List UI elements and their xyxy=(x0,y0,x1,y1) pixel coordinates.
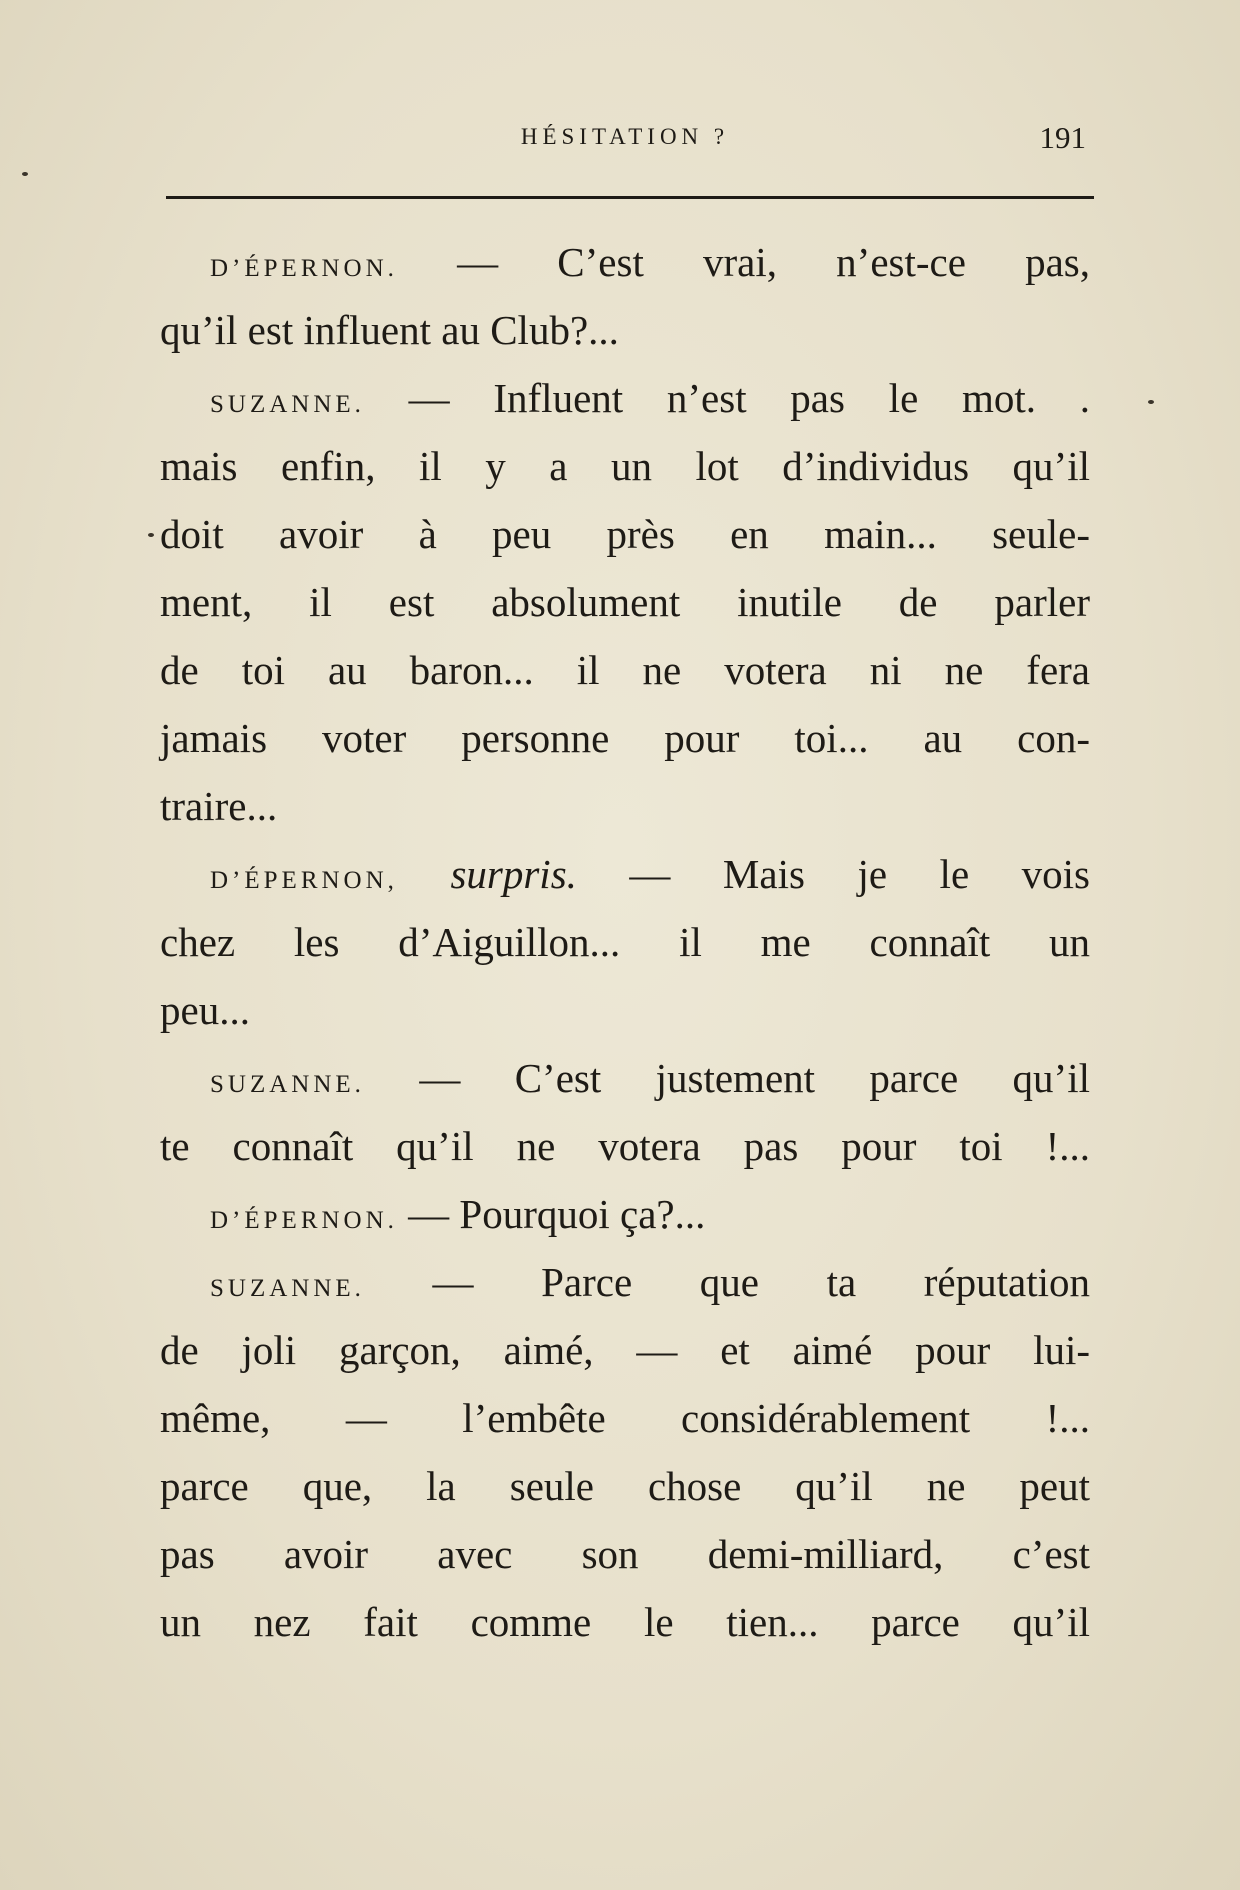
speaker-name: D’ÉPERNON, xyxy=(210,867,398,894)
text-line xyxy=(160,364,1090,432)
line-text: traire... xyxy=(160,783,278,829)
text-line xyxy=(160,908,1090,976)
page-header xyxy=(160,120,1090,160)
text-line xyxy=(160,1112,1090,1180)
text-line xyxy=(160,840,1090,908)
line-text: pas avoir avec son demi-milliard, c’est xyxy=(160,1531,1090,1577)
line-text: de toi au baron... il ne votera ni ne fera xyxy=(160,647,1090,693)
text-line xyxy=(160,1316,1090,1384)
speaker-name: SUZANNE. xyxy=(210,391,365,418)
text-line xyxy=(160,1384,1090,1452)
line-text: même, — l’embête considérablement !... xyxy=(160,1395,1090,1441)
line-text: ment, il est absolument inutile de parler xyxy=(160,579,1090,625)
text-line xyxy=(160,636,1090,704)
text-line xyxy=(160,704,1090,772)
running-title: HÉSITATION ? xyxy=(520,124,730,149)
text-line xyxy=(160,1452,1090,1520)
line-text: chez les d’Aiguillon... il me connaît un xyxy=(160,919,1090,965)
text-line xyxy=(160,1248,1090,1316)
dialogue-text xyxy=(160,228,1090,1656)
speaker-name: SUZANNE. xyxy=(210,1275,365,1302)
text-line xyxy=(160,1180,1090,1248)
text-line xyxy=(160,500,1090,568)
paper-speck xyxy=(1148,400,1154,404)
header-rule xyxy=(166,196,1094,199)
speaker-name: SUZANNE. xyxy=(210,1071,365,1098)
line-text: mais enfin, il y a un lot d’individus qu’il xyxy=(160,443,1090,489)
line-text: te connaît qu’il ne votera pas pour toi !... xyxy=(160,1123,1090,1169)
paper-speck xyxy=(148,533,154,537)
text-line xyxy=(160,228,1090,296)
text-line xyxy=(160,296,1090,364)
line-text: — Influent n’est pas le mot. . xyxy=(408,375,1091,421)
line-text: doit avoir à peu près en main... seule- xyxy=(160,511,1090,557)
text-line xyxy=(160,1588,1090,1656)
text-line xyxy=(160,976,1090,1044)
line-text: — Mais je le vois xyxy=(629,851,1090,897)
line-text: qu’il est influent au Club?... xyxy=(160,307,619,353)
line-text: — C’est justement parce qu’il xyxy=(419,1055,1090,1101)
line-text: peu... xyxy=(160,987,250,1033)
line-text: de joli garçon, aimé, — et aimé pour lui- xyxy=(160,1327,1090,1373)
line-text: — Pourquoi ça?... xyxy=(408,1191,706,1237)
page-number: 191 xyxy=(1039,120,1086,155)
speaker-name: D’ÉPERNON. xyxy=(210,1207,398,1234)
line-text: un nez fait comme le tien... parce qu’il xyxy=(160,1599,1090,1645)
text-line xyxy=(160,772,1090,840)
speaker-name: D’ÉPERNON. xyxy=(210,255,398,282)
text-line xyxy=(160,568,1090,636)
line-text: — Parce que ta réputation xyxy=(432,1259,1091,1305)
stage-direction: surpris. xyxy=(450,851,577,897)
line-text: parce que, la seule chose qu’il ne peut xyxy=(160,1463,1090,1509)
text-line xyxy=(160,1044,1090,1112)
line-text: — C’est vrai, n’est-ce pas, xyxy=(457,239,1091,285)
text-line xyxy=(160,1520,1090,1588)
paper-speck xyxy=(22,172,28,176)
line-text: jamais voter personne pour toi... au con- xyxy=(160,715,1090,761)
text-line xyxy=(160,432,1090,500)
